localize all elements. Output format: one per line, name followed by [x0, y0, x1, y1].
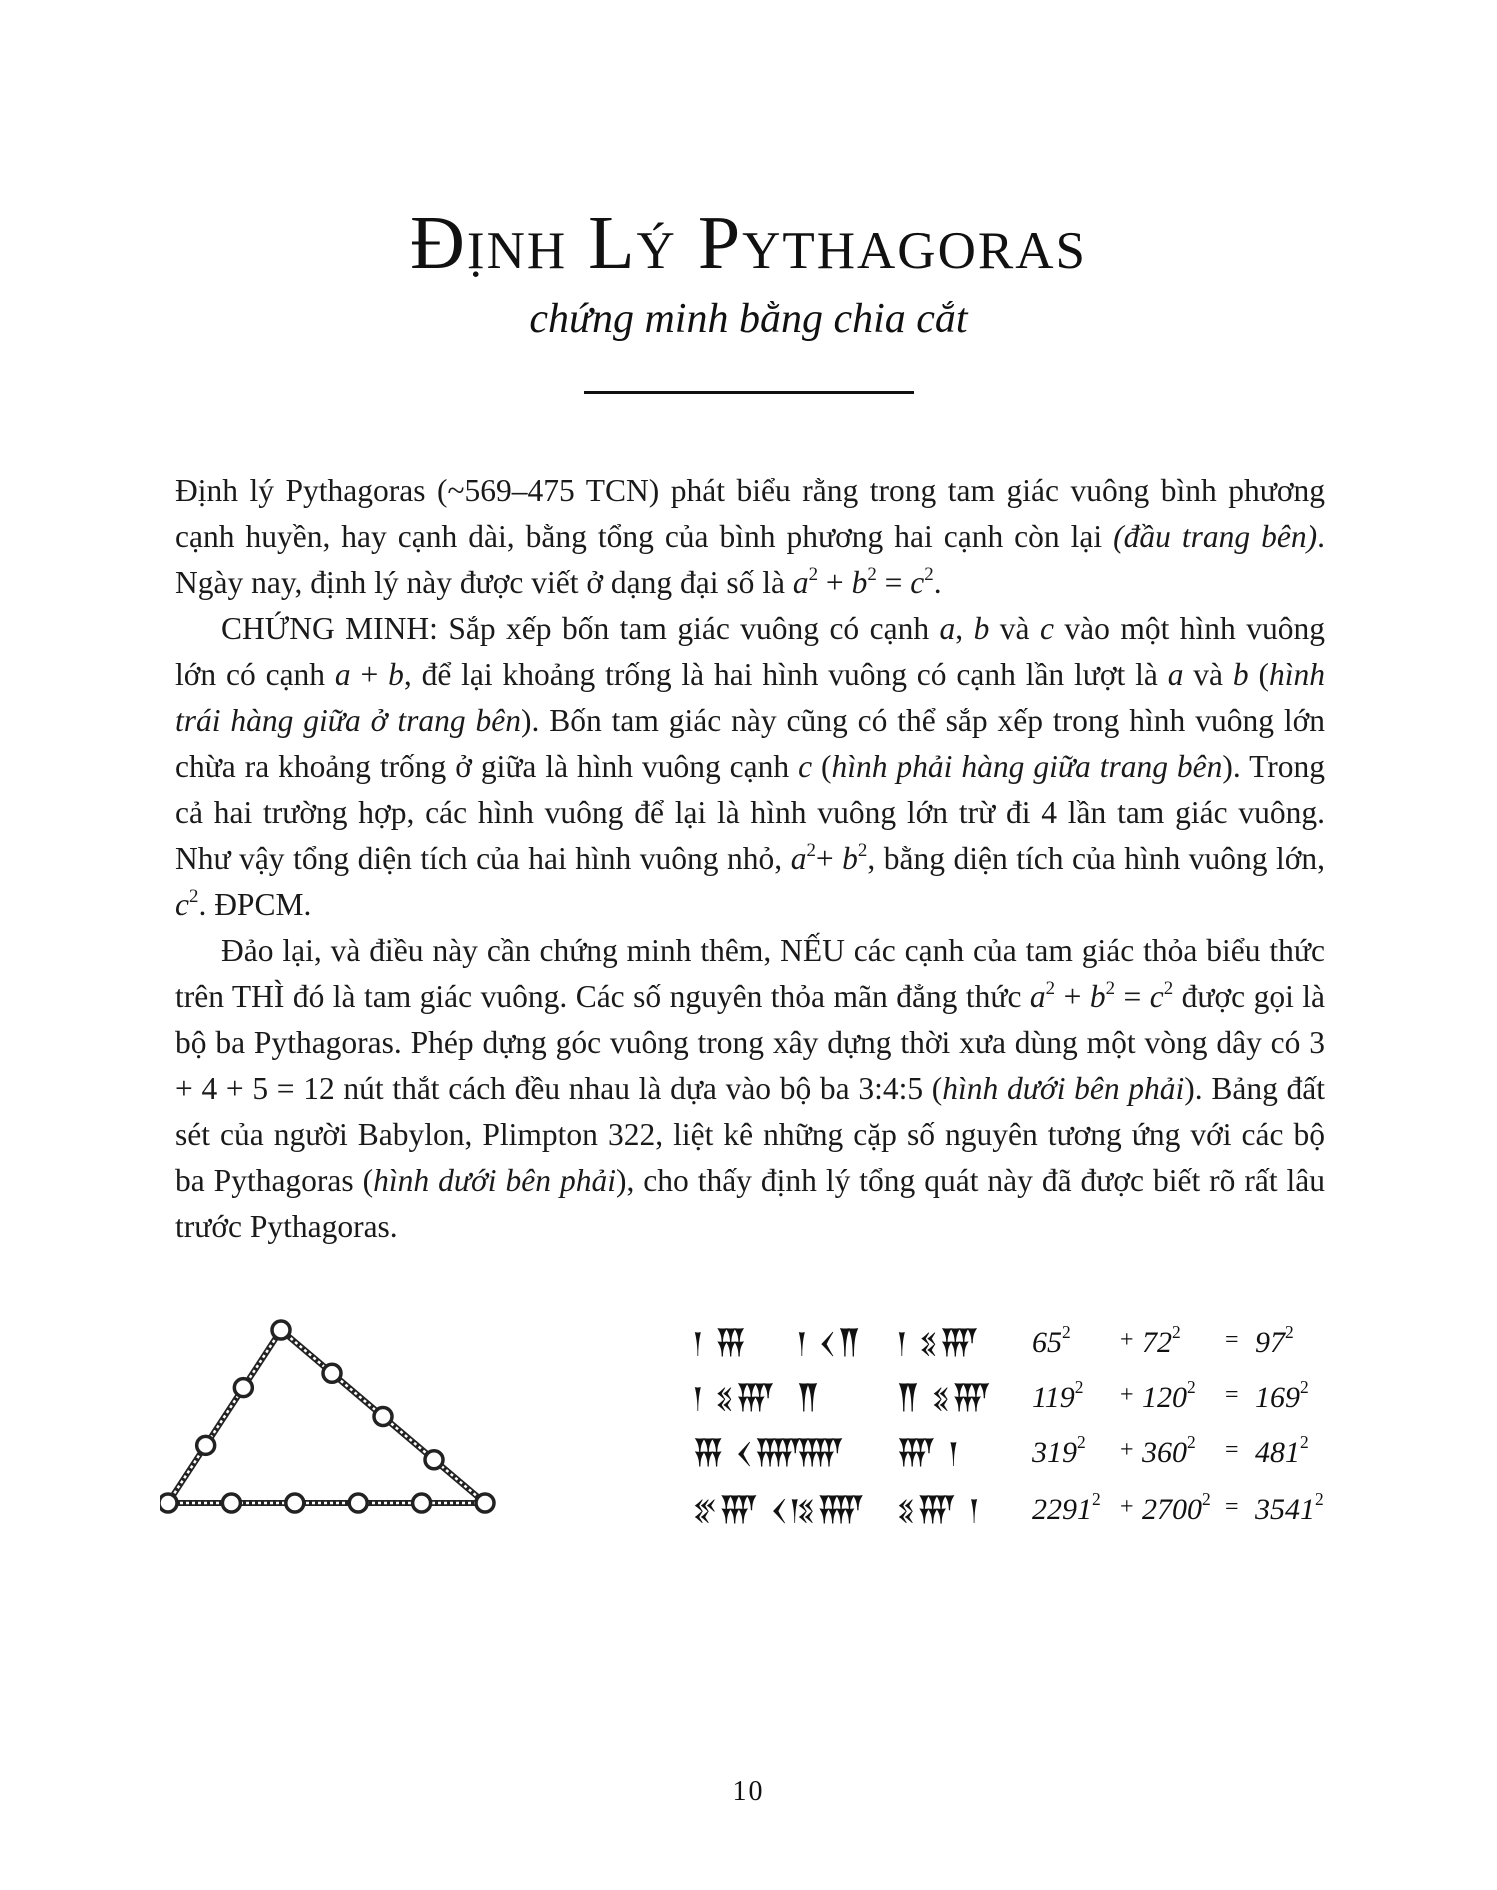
rope-knot: [349, 1494, 367, 1512]
text-run: +: [350, 657, 389, 692]
paragraph-proof: [175, 606, 1325, 928]
text-run: ). Bảng đất sét của người Babylon, Plimpton 322, liệt kê những cặp số nguyên tương ứng với các bộ ba Pythagoras (: [175, 1071, 1325, 1198]
rope-knot: [476, 1494, 494, 1512]
exponent: 2: [1300, 1377, 1309, 1398]
rope-knot: [286, 1494, 304, 1512]
rope-knot: [197, 1436, 215, 1454]
triple-a-squared: $119^2$: [1032, 1377, 1084, 1414]
rope-knot: [222, 1494, 240, 1512]
italic-run: b: [388, 657, 404, 692]
plus-sign: +: [1120, 1382, 1134, 1408]
triple-b-squared: 2700$^2$: [1142, 1489, 1211, 1526]
text-run: (: [812, 749, 832, 784]
cuneiform-number: 𒐝: [796, 1437, 847, 1470]
equals-sign: =: [1225, 1382, 1239, 1408]
text-run: được gọi là bộ ba Pythagoras. Phép dựng góc vuông trong xây dựng thời xưa dùng một vòng dây có 3 + 4 + 5 = 12 nút thắt cách đều nhau là dựa vào bộ ba 3:4:5 (: [175, 979, 1326, 1106]
text-run: (: [1248, 657, 1269, 692]
exponent: 2: [1172, 1322, 1181, 1343]
exponent: 2: [867, 563, 877, 585]
exponent: 2: [1300, 1432, 1309, 1453]
text-run: ,: [955, 611, 974, 646]
cuneiform-number: 𒁹 𒐏𒐛: [896, 1327, 981, 1360]
italic-run: c: [910, 565, 925, 600]
exponent: 2: [806, 839, 816, 861]
exponent: 2: [1074, 1377, 1084, 1398]
italic-run: hình dưới bên phải: [942, 1071, 1185, 1106]
text-run: và: [1183, 657, 1233, 692]
knotted-rope-triangle-figure: [160, 1318, 600, 1548]
italic-run: hình trái hàng giữa ở trang bên: [175, 657, 1325, 738]
exponent: 2: [857, 839, 868, 861]
italic-run: a: [792, 565, 809, 600]
exponent: 2: [1285, 1322, 1294, 1343]
rope-knot: [234, 1379, 252, 1397]
paragraph-converse: [175, 928, 1325, 1250]
exponent: 2: [1187, 1432, 1196, 1453]
body-text: [175, 468, 1325, 1250]
equals-sign: =: [1225, 1494, 1239, 1520]
rope-knot: [272, 1321, 290, 1339]
exponent: 2: [1187, 1377, 1196, 1398]
plimpton-322-table: [670, 1310, 1330, 1550]
text-run: Định lý Pythagoras (~569–475 TCN) phát biểu rằng trong tam giác vuông bình phương cạnh huyền, hay cạnh dài, bằng tổng của bình phương hai cạnh còn lại: [175, 473, 1325, 554]
italic-run: (đầu trang bên): [1113, 519, 1318, 554]
page-title: Định Lý Pythagoras: [410, 201, 1087, 285]
equals-sign: =: [1225, 1327, 1239, 1353]
text-run: ). Bốn tam giác này cũng có thể sắp xếp trong hình vuông lớn chừa ra khoảng trống ở giữa là hình vuông cạnh: [175, 703, 1326, 784]
plus-sign: +: [1120, 1327, 1134, 1353]
italic-run: b: [1089, 979, 1106, 1014]
italic-run: a: [334, 657, 351, 692]
triple-b-squared: $360^2$: [1142, 1432, 1196, 1469]
cuneiform-number: 𒐖: [796, 1382, 821, 1415]
italic-run: c: [175, 887, 189, 922]
text-run: và: [989, 611, 1040, 646]
paragraph-intro: [175, 468, 1325, 606]
italic-run: b: [1232, 657, 1249, 692]
text-run: ), cho thấy định lý tổng quát này đã được biết rõ rất lâu trước Pythagoras.: [175, 1163, 1326, 1244]
cuneiform-number: 𒐏𒐝: [796, 1494, 867, 1527]
title-divider: [584, 391, 914, 394]
rope-knot: [425, 1451, 443, 1469]
italic-run: b: [973, 611, 990, 646]
rope-knot: [323, 1364, 341, 1382]
exponent: 2: [808, 563, 819, 585]
triple-a-squared: $65^2$: [1032, 1322, 1071, 1359]
text-run: . Ngày nay, định lý này được viết ở dạng đại số là: [175, 519, 1325, 600]
triple-a-squared: 2291$^2$: [1032, 1489, 1101, 1526]
exponent: 2: [1077, 1432, 1086, 1453]
cuneiform-number: 𒐚 𒌋𒐝: [692, 1437, 805, 1470]
italic-run: c: [798, 749, 813, 784]
rope-knot: [160, 1494, 177, 1512]
italic-run: b: [851, 565, 868, 600]
text-run: =: [876, 565, 911, 600]
text-run: CHỨNG MINH: Sắp xếp bốn tam giác vuông có cạnh: [221, 611, 940, 646]
text-run: +: [815, 841, 843, 876]
exponent: 2: [1163, 977, 1174, 999]
exponent: 2: [1062, 1322, 1071, 1343]
cuneiform-number: 𒐏𒐛 𒁹: [896, 1494, 981, 1527]
plus-sign: +: [1120, 1437, 1134, 1463]
exponent: 2: [188, 885, 199, 907]
page-number: 10: [732, 1776, 765, 1807]
italic-run: a: [1167, 657, 1184, 692]
cuneiform-number: 𒁹 𒐚: [692, 1327, 748, 1360]
exponent: 2: [1105, 977, 1116, 999]
italic-run: c: [1039, 611, 1054, 646]
text-run: vào một hình vuông lớn có cạnh: [175, 611, 1325, 692]
exponent: 2: [1092, 1489, 1101, 1510]
triple-a-squared: $319^2$: [1032, 1432, 1086, 1469]
italic-run: a: [1029, 979, 1046, 1014]
equals-sign: =: [1225, 1437, 1239, 1463]
italic-run: c: [1149, 979, 1164, 1014]
italic-run: hình dưới bên phải: [373, 1163, 616, 1198]
exponent: 2: [1045, 977, 1056, 999]
exponent: 2: [1202, 1489, 1211, 1510]
cuneiform-number: 𒐐𒐛 𒌋𒁹: [692, 1494, 802, 1527]
page-subtitle: chứng minh bằng chia cắt: [529, 296, 968, 342]
rope-knot: [413, 1494, 431, 1512]
text-run: , bằng diện tích của hình vuông lớn,: [867, 841, 1326, 876]
cuneiform-number: 𒁹 𒐏𒐛: [692, 1382, 777, 1415]
triple-c-squared: $481^2$: [1255, 1432, 1309, 1469]
exponent: 2: [1315, 1489, 1324, 1510]
triple-b-squared: $120^2$: [1142, 1377, 1196, 1414]
plus-sign: +: [1120, 1494, 1134, 1520]
text-run: +: [818, 565, 852, 600]
cuneiform-number: 𒁹 𒌋𒐖: [796, 1327, 863, 1360]
cuneiform-number: 𒐛 𒁹: [896, 1437, 961, 1470]
italic-run: b: [842, 841, 858, 876]
text-run: . ĐPCM.: [198, 887, 312, 922]
italic-run: hình phải hàng giữa trang bên: [831, 749, 1223, 784]
text-run: , để lại khoảng trống là hai hình vuông có cạnh lần lượt là: [403, 657, 1168, 692]
italic-run: a: [939, 611, 956, 646]
rope-twist: [168, 1330, 281, 1503]
cuneiform-number: 𒐖 𒐏𒐛: [896, 1382, 994, 1415]
rope-knot: [374, 1408, 392, 1426]
triple-c-squared: $169^2$: [1255, 1377, 1309, 1414]
triple-b-squared: $72^2$: [1142, 1322, 1181, 1359]
text-run: Đảo lại, và điều này cần chứng minh thêm, NẾU các cạnh của tam giác thỏa biểu thức trên THÌ đó là tam giác vuông. Các số nguyên thỏa mãn đẳng thức: [175, 933, 1325, 1014]
italic-run: a: [790, 841, 807, 876]
triple-c-squared: 3541$^2$: [1255, 1489, 1324, 1526]
text-run: +: [1055, 979, 1090, 1014]
exponent: 2: [924, 563, 934, 585]
text-run: ). Trong cả hai trường hợp, các hình vuông để lại là hình vuông lớn trừ đi 4 lần tam giác vuông. Như vậy tổng diện tích của hai hình vuông nhỏ,: [175, 749, 1325, 876]
text-run: .: [933, 565, 942, 600]
text-run: =: [1115, 979, 1150, 1014]
triple-c-squared: $97^2$: [1255, 1322, 1294, 1359]
